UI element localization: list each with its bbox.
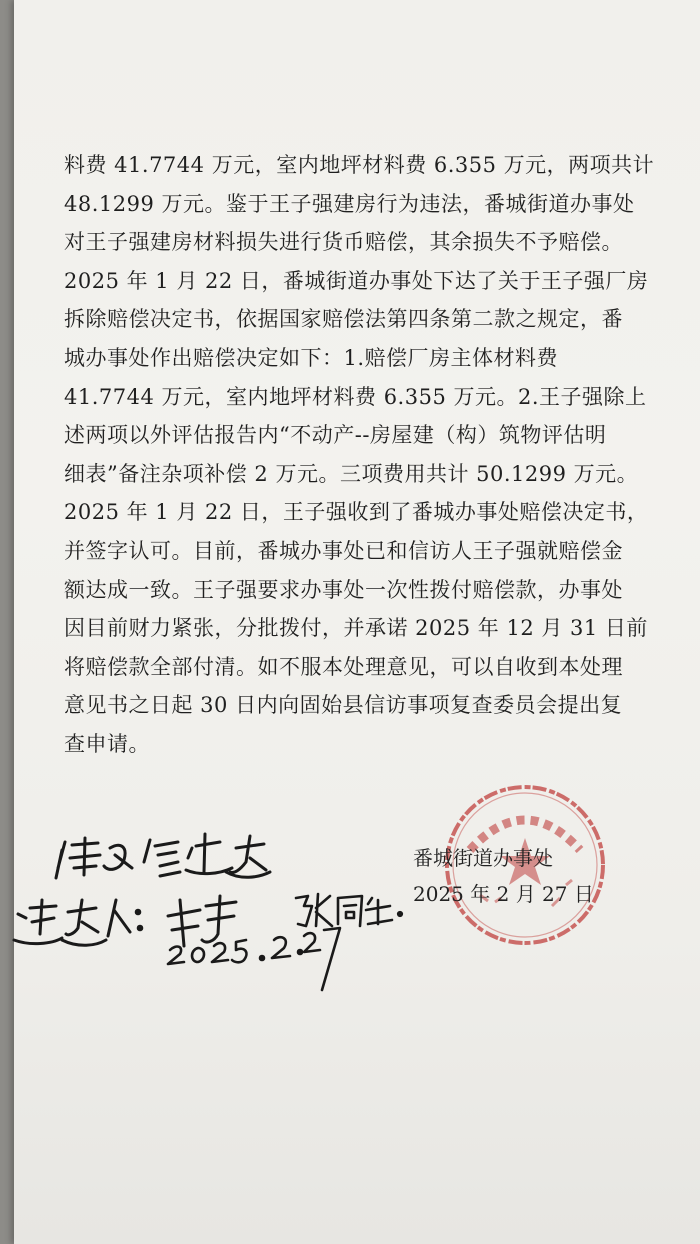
signature-organization: 番城街道办事处 bbox=[413, 846, 553, 870]
body-line: 细表”备注杂项补偿 2 万元。三项费用共计 50.1299 万元。 bbox=[64, 461, 639, 486]
body-line: 2025 年 1 月 22 日，番城街道办事处下达了关于王子强厂房 bbox=[64, 268, 649, 293]
document-body bbox=[64, 146, 700, 764]
body-line: 并签字认可。目前，番城办事处已和信访人王子强就赔偿金 bbox=[64, 538, 623, 563]
body-line: 拆除赔偿决定书，依据国家赔偿法第四条第二款之规定，番 bbox=[64, 307, 623, 332]
body-line: 41.7744 万元，室内地坪材料费 6.355 万元。2.王子强除上 bbox=[64, 384, 647, 409]
body-line: 查申请。 bbox=[64, 731, 150, 756]
body-line: 因目前财力紧张，分批拨付，并承诺 2025 年 12 月 31 日前 bbox=[64, 616, 648, 641]
body-line: 额达成一致。王子强要求办事处一次性拨付赔偿款，办事处 bbox=[64, 577, 623, 602]
body-line: 将赔偿款全部付清。如不服本处理意见，可以自收到本处理 bbox=[64, 654, 623, 679]
body-line: 城办事处作出赔偿决定如下：1.赔偿厂房主体材料费 bbox=[64, 345, 559, 370]
signature-date: 2025 年 2 月 27 日 bbox=[413, 882, 594, 906]
body-line: 2025 年 1 月 22 日，王子强收到了番城办事处赔偿决定书， bbox=[64, 500, 649, 525]
document-page bbox=[14, 0, 700, 1244]
body-line: 意见书之日起 30 日内向固始县信访事项复查委员会提出复 bbox=[64, 693, 623, 718]
body-line: 对王子强建房材料损失进行货币赔偿，其余损失不予赔偿。 bbox=[64, 230, 623, 255]
body-line: 料费 41.7744 万元，室内地坪材料费 6.355 万元，两项共计 bbox=[64, 153, 655, 177]
body-line: 述两项以外评估报告内“不动产--房屋建（构）筑物评估明 bbox=[64, 423, 607, 448]
body-line: 48.1299 万元。鉴于王子强建房行为违法，番城街道办事处 bbox=[64, 191, 635, 216]
